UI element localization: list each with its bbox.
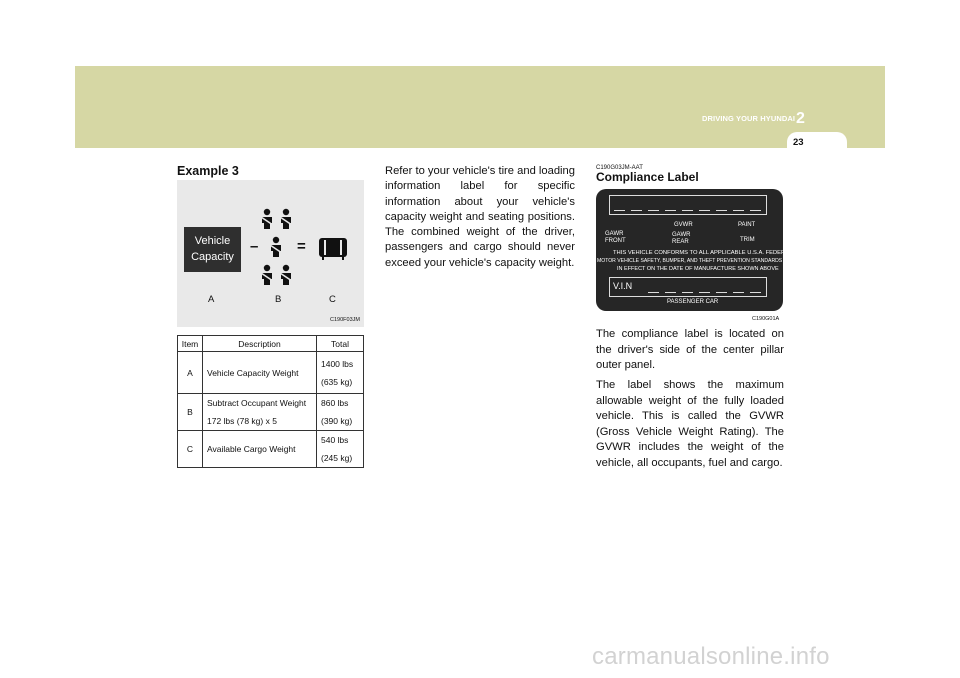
row-total-kg: (390 kg) <box>321 416 353 426</box>
compliance-location-paragraph: The compliance label is located on the driver's side of the center pillar outer panel. <box>596 328 784 371</box>
capacity-figure <box>177 180 364 327</box>
row-total-lbs: 540 lbs <box>321 435 349 445</box>
row-total-kg: (635 kg) <box>321 376 353 387</box>
person-icon <box>278 208 294 230</box>
row-item: C <box>178 431 203 468</box>
label-line2: MOTOR VEHICLE SAFETY, BUMPER, AND THEFT PREVENTION STANDARDS <box>597 258 783 264</box>
label-paint: PAINT <box>738 222 756 228</box>
label-passenger-car: PASSENGER CAR <box>667 299 719 305</box>
table-row <box>178 352 364 394</box>
row-description <box>203 352 317 394</box>
person-icon <box>268 236 284 258</box>
label-vin: V.I.N <box>613 281 633 291</box>
label-gawr-rear-2: REAR <box>672 239 689 245</box>
section-title: DRIVING YOUR HYUNDAI <box>702 114 796 123</box>
figure-label-c: C <box>329 294 336 305</box>
row-total <box>317 352 364 394</box>
person-icon <box>259 264 275 286</box>
label-line3: IN EFFECT ON THE DATE OF MANUFACTURE SHOWN ABOVE <box>617 266 779 272</box>
row-total-lbs: 1400 lbs <box>321 358 354 369</box>
row-item: A <box>178 352 203 394</box>
minus-sign: – <box>250 238 259 255</box>
label-gawr-front-1: GAWR <box>605 231 624 237</box>
row-total <box>317 394 364 431</box>
row-item: B <box>178 394 203 431</box>
vehicle-capacity-label-line1: Vehicle <box>194 235 231 247</box>
row-description-line1: Available Cargo Weight <box>207 444 296 454</box>
row-description-line1: Vehicle Capacity Weight <box>207 367 299 378</box>
header-total: Total <box>317 336 364 352</box>
vehicle-capacity-box <box>184 227 241 272</box>
label-blank-row <box>609 195 767 215</box>
row-description <box>203 431 317 468</box>
capacity-table <box>177 335 364 468</box>
row-description-line2: 172 lbs (78 kg) x 5 <box>207 416 277 426</box>
label-gawr-front-2: FRONT <box>605 238 626 244</box>
label-vin-row <box>609 277 767 297</box>
row-total <box>317 431 364 468</box>
watermark: carmanualsonline.info <box>592 643 830 670</box>
table-header-row <box>178 336 364 352</box>
header-band <box>75 66 885 148</box>
page-number: 23 <box>793 137 804 148</box>
figure-code: C190F03JM <box>330 317 360 323</box>
cargo-box-icon <box>317 237 349 261</box>
row-description <box>203 394 317 431</box>
vehicle-capacity-label-line2: Capacity <box>191 251 234 263</box>
table-row <box>178 394 364 431</box>
example-heading: Example 3 <box>177 164 239 178</box>
table-row <box>178 431 364 468</box>
reference-code: C190G03JM-AAT <box>596 165 643 171</box>
equals-sign: = <box>297 238 306 255</box>
header-item: Item <box>178 336 203 352</box>
label-line1: THIS VEHICLE CONFORMS TO ALL APPLICABLE U.S.A. FEDERAL <box>613 250 793 256</box>
person-icon <box>278 264 294 286</box>
gvwr-paragraph: The label shows the maximum allowable weight of the fully loaded vehicle. This is called the GVWR (Gross Vehicle Weight Rating). The GVWR includes the weight of the vehicle, all occupants, fuel and cargo. <box>596 379 784 469</box>
label-image-code: C190G01A <box>752 316 780 322</box>
row-description-line1: Subtract Occupant Weight <box>207 398 307 408</box>
compliance-label-image <box>596 189 793 311</box>
figure-label-b: B <box>275 294 282 305</box>
label-gawr-rear-1: GAWR <box>672 232 691 238</box>
figure-label-a: A <box>208 294 215 305</box>
label-gvwr: GVWR <box>674 222 693 228</box>
capacity-paragraph: Refer to your vehicle's tire and loading information label for specific information about your vehicle's capacity weight and seating positions. The combined weight of the driver, passengers and cargo should never exceed your vehicle's capacity weight. <box>385 165 575 269</box>
row-total-kg: (245 kg) <box>321 453 353 463</box>
chapter-number: 2 <box>796 110 805 127</box>
compliance-label-heading: Compliance Label <box>596 170 699 184</box>
person-icon <box>259 208 275 230</box>
label-trim: TRIM <box>740 237 755 243</box>
header-description: Description <box>203 336 317 352</box>
row-total-lbs: 860 lbs <box>321 398 349 408</box>
